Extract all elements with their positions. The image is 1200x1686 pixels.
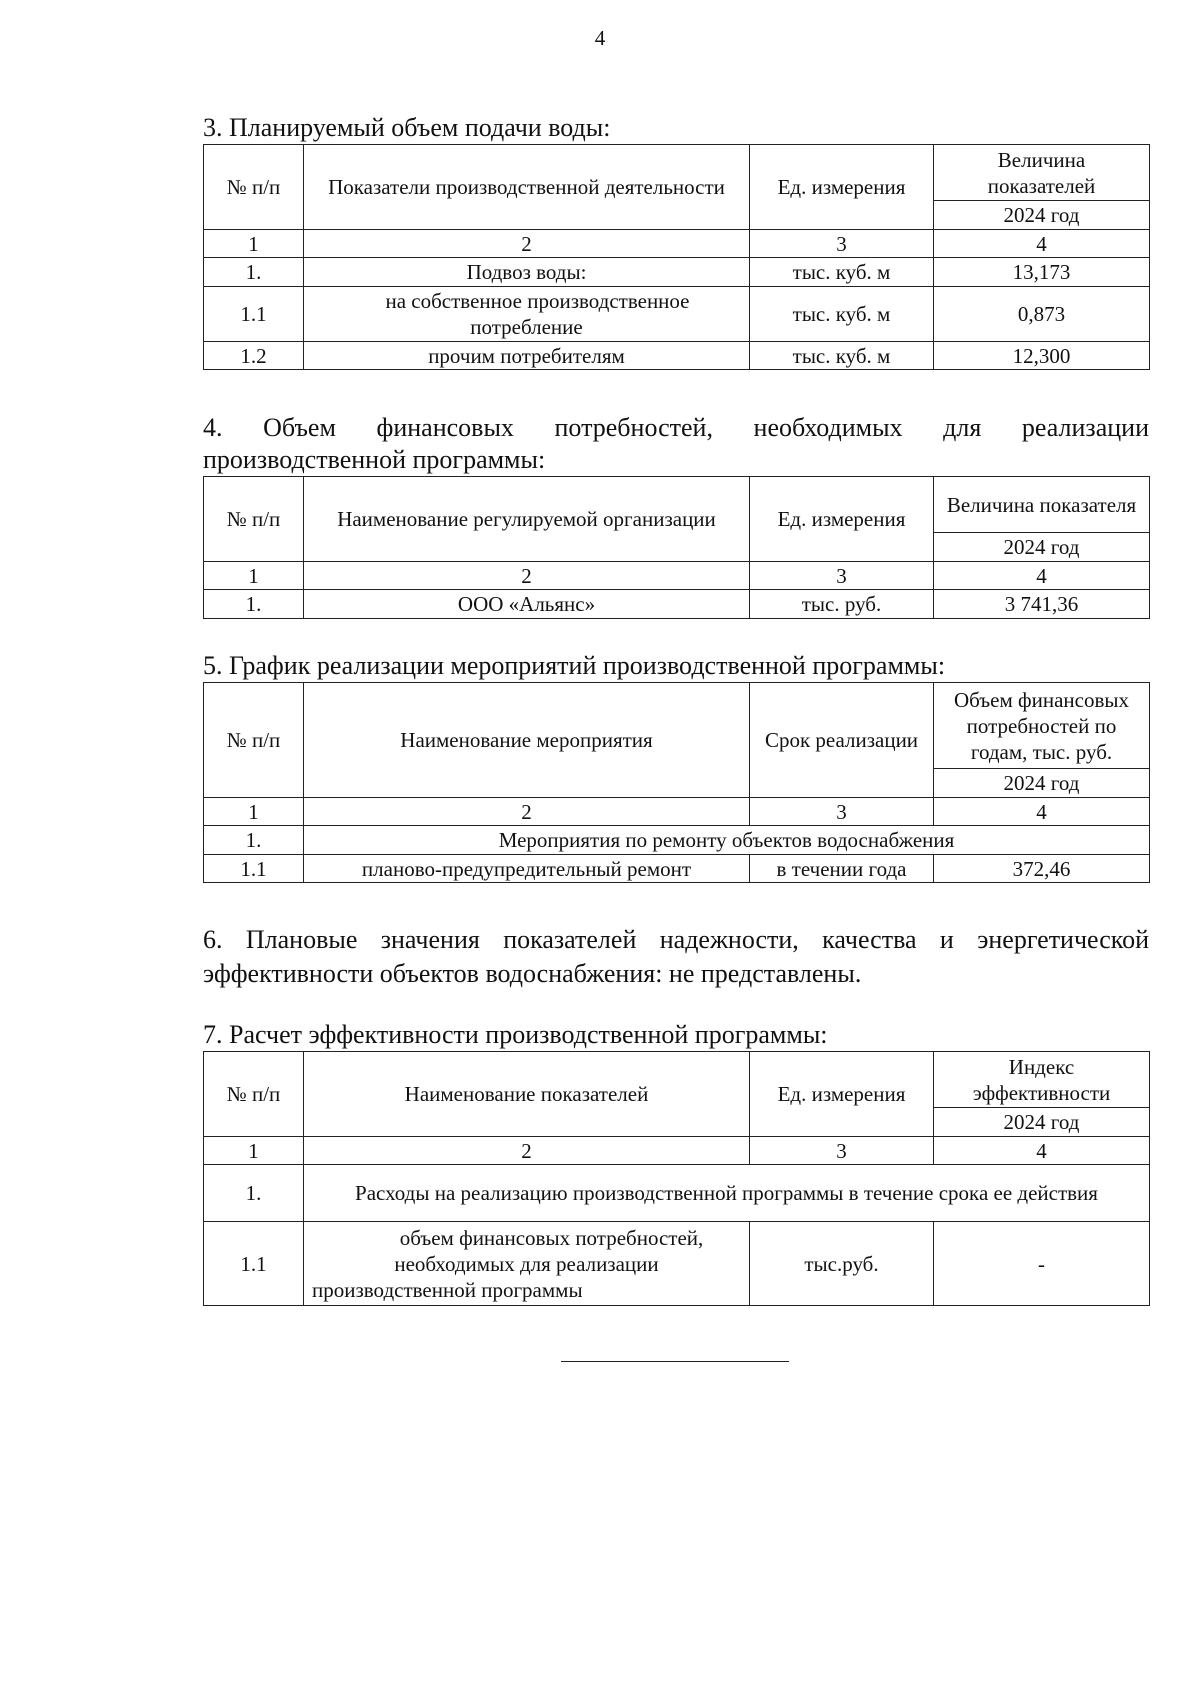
- row-value: 12,300: [934, 342, 1150, 370]
- row-value: 0,873: [934, 287, 1150, 342]
- row-unit: тыс. куб. м: [750, 258, 934, 287]
- row-value: 372,46: [934, 855, 1150, 883]
- col-number: 3: [750, 798, 934, 826]
- col-number: 2: [304, 1137, 750, 1165]
- table-row: [204, 342, 1150, 370]
- table-row: [204, 258, 1150, 287]
- row-num: 1.1: [204, 287, 304, 342]
- row-num: 1.: [204, 1165, 304, 1222]
- group-row: [204, 826, 1150, 855]
- table-row: [204, 287, 1150, 342]
- col-number: 4: [934, 562, 1150, 590]
- header-year: 2024 год: [934, 533, 1150, 562]
- col-number: 1: [204, 1137, 304, 1165]
- header-value: Объем финансовых потребностей по годам, тыс. руб.: [934, 683, 1150, 769]
- section-title: 7. Расчет эффективности производственной программы:: [203, 1020, 828, 1049]
- section-title: [203, 412, 1149, 476]
- table-row: [204, 855, 1150, 883]
- group-row: [204, 1165, 1150, 1222]
- column-number-row: [204, 1137, 1150, 1165]
- col-number: 4: [934, 230, 1150, 258]
- section-financial-needs: [203, 412, 1149, 619]
- header-num: № п/п: [204, 1052, 304, 1137]
- header-year: 2024 год: [934, 1108, 1150, 1137]
- col-number: 1: [204, 798, 304, 826]
- section-title: 5. График реализации мероприятий производственной программы:: [203, 651, 946, 680]
- row-unit: тыс. куб. м: [750, 287, 934, 342]
- section-title-line: 4. Объем финансовых потребностей, необходимых для реализации: [203, 413, 1149, 442]
- row-value: 13,173: [934, 258, 1150, 287]
- header-value: Индекс эффективности: [934, 1052, 1150, 1108]
- header-year: 2024 год: [934, 201, 1150, 230]
- row-num: 1.2: [204, 342, 304, 370]
- header-unit: Ед. измерения: [750, 1052, 934, 1137]
- column-number-row: [204, 230, 1150, 258]
- header-num: № п/п: [204, 477, 304, 562]
- schedule-table: [203, 682, 1150, 883]
- header-num: № п/п: [204, 683, 304, 798]
- row-name: на собственное производственное потребление: [304, 287, 750, 342]
- row-name: Расходы на реализацию производственной программы в течение срока ее действия: [304, 1165, 1150, 1222]
- row-num: 1.: [204, 826, 304, 855]
- row-name: ООО «Альянс»: [304, 590, 750, 619]
- section-title-line: производственной программы:: [203, 445, 546, 474]
- page-number: 4: [594, 26, 606, 50]
- header-value: Величина показателя: [934, 477, 1150, 533]
- efficiency-table: [203, 1051, 1150, 1306]
- row-name: объем финансовых потребностей, необходимых для реализации производственной программы: [304, 1222, 750, 1306]
- section-indicators: [203, 923, 1149, 991]
- column-number-row: [204, 798, 1150, 826]
- header-name: Наименование показателей: [304, 1052, 750, 1137]
- header-num: № п/п: [204, 145, 304, 230]
- col-number: 1: [204, 562, 304, 590]
- row-num: 1.: [204, 590, 304, 619]
- section-text: [203, 923, 1149, 991]
- col-number: 2: [304, 562, 750, 590]
- closing-rule: [561, 1361, 789, 1362]
- water-supply-table: [203, 144, 1150, 370]
- row-num: 1.1: [204, 855, 304, 883]
- col-number: 3: [750, 230, 934, 258]
- col-number: 4: [934, 798, 1150, 826]
- section-water-supply: [203, 112, 1149, 370]
- header-unit: Ед. измерения: [750, 145, 934, 230]
- row-unit: тыс.руб.: [750, 1222, 934, 1306]
- row-unit: тыс. куб. м: [750, 342, 934, 370]
- header-name: Наименование мероприятия: [304, 683, 750, 798]
- table-row: [204, 1222, 1150, 1306]
- row-name: прочим потребителям: [304, 342, 750, 370]
- row-value: 3 741,36: [934, 590, 1150, 619]
- section-text-line: 6. Плановые значения показателей надежности, качества и энергетической: [203, 925, 1149, 954]
- row-unit: тыс. руб.: [750, 590, 934, 619]
- row-value: -: [934, 1222, 1150, 1306]
- col-number: 3: [750, 1137, 934, 1165]
- row-name: Мероприятия по ремонту объектов водоснабжения: [304, 826, 1150, 855]
- table-row: [204, 590, 1150, 619]
- section-efficiency: [203, 1019, 1149, 1306]
- header-name: Наименование регулируемой организации: [304, 477, 750, 562]
- section-text-line: эффективности объектов водоснабжения: не представлены.: [203, 959, 862, 988]
- row-name: Подвоз воды:: [304, 258, 750, 287]
- col-number: 3: [750, 562, 934, 590]
- col-number: 2: [304, 798, 750, 826]
- col-number: 2: [304, 230, 750, 258]
- section-schedule: [203, 650, 1149, 883]
- header-year: 2024 год: [934, 769, 1150, 798]
- header-term: Срок реализации: [750, 683, 934, 798]
- row-num: 1.: [204, 258, 304, 287]
- header-name: Показатели производственной деятельности: [304, 145, 750, 230]
- header-value: Величина показателей: [934, 145, 1150, 201]
- row-num: 1.1: [204, 1222, 304, 1306]
- section-title: 3. Планируемый объем подачи воды:: [203, 113, 611, 142]
- col-number: 1: [204, 230, 304, 258]
- row-term: в течении года: [750, 855, 934, 883]
- header-unit: Ед. измерения: [750, 477, 934, 562]
- row-name: планово-предупредительный ремонт: [304, 855, 750, 883]
- financial-needs-table: [203, 476, 1150, 619]
- column-number-row: [204, 562, 1150, 590]
- col-number: 4: [934, 1137, 1150, 1165]
